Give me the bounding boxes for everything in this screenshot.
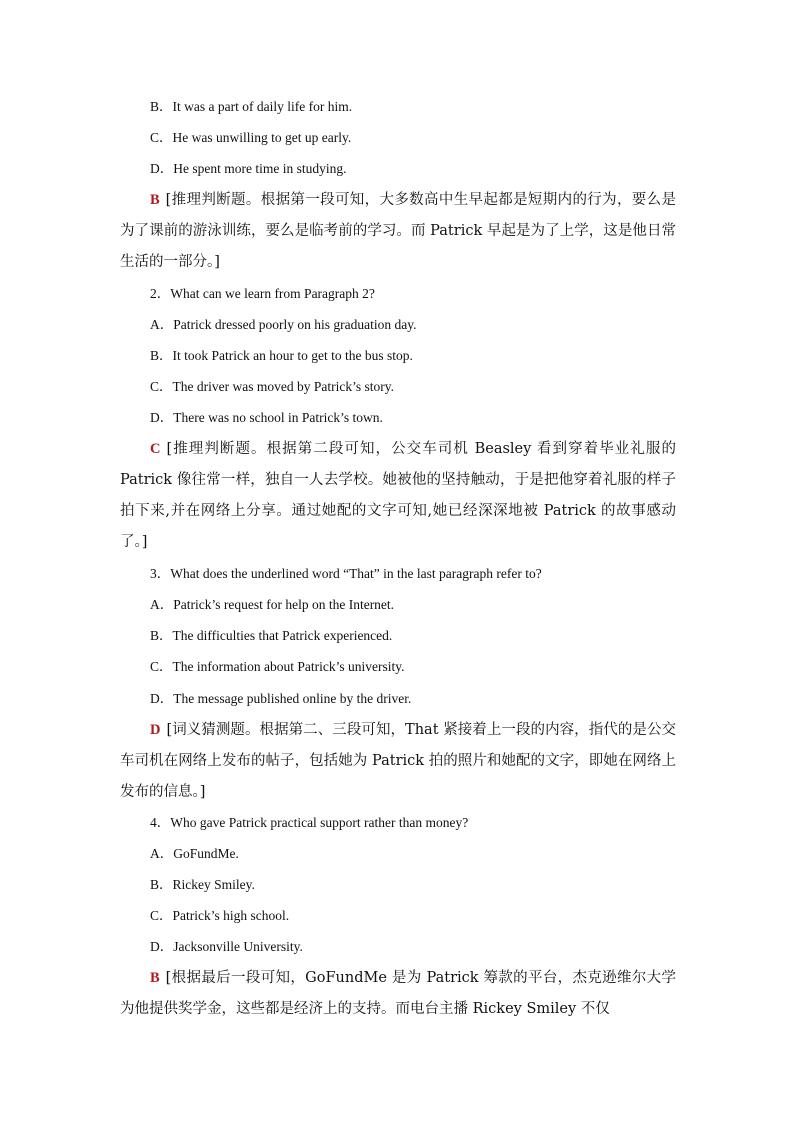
q3-option-b: B．The difficulties that Patrick experienced. [150, 628, 393, 643]
q4-option-d: D．Jacksonville University. [150, 939, 303, 954]
q1-answer: B [150, 192, 160, 208]
q4-option-a: A．GoFundMe. [150, 846, 239, 861]
q3-explanation-text: [词义猜测题。根据第二、三段可知，That 紧接着上一段的内容，指代的是公交车司机在网络上发布的帖子，包括她为 Patrick 拍的照片和她配的文字，即她在网络上发布的信息。] [120, 722, 676, 800]
q2-option-a: A．Patrick dressed poorly on his graduation day. [150, 317, 417, 332]
q2-answer: C [150, 441, 161, 457]
q3-question: 3．What does the underlined word “That” in the last paragraph refer to? [150, 566, 542, 581]
q4-explanation-text: [根据最后一段可知，GoFundMe 是为 Patrick 筹款的平台，杰克逊维尔大学为他提供奖学金，这些都是经济上的支持。而电台主播 Rickey Smiley 不仅 [120, 970, 676, 1017]
q1-explanation-text: [推理判断题。根据第一段可知，大多数高中生早起都是短期内的行为，要么是为了课前的游泳训练，要么是临考前的学习。而 Patrick 早起是为了上学，这是他日常生活的一部分。] [120, 192, 676, 270]
q4-option-b: B．Rickey Smiley. [150, 877, 255, 892]
q2-option-c: C．The driver was moved by Patrick’s story. [150, 379, 394, 394]
q3-option-c: C．The information about Patrick’s university. [150, 659, 405, 674]
q2-explanation-text: [推理判断题。根据第二段可知，公交车司机 Beasley 看到穿着毕业礼服的 Patrick 像往常一样，独自一人去学校。她被他的坚持触动，于是把他穿着礼服的样子拍下来,并在网络上分享。通过她配的文字可知,她已经深深地被 Patrick 的故事感动了。] [120, 441, 676, 550]
q1-option-d: D．He spent more time in studying. [150, 161, 347, 176]
q4-option-c: C．Patrick’s high school. [150, 908, 290, 923]
q3-explanation [120, 715, 676, 808]
q3-option-a: A．Patrick’s request for help on the Internet. [150, 597, 395, 612]
q4-answer: B [150, 970, 160, 986]
q3-option-d: D．The message published online by the driver. [150, 691, 412, 706]
q4-question: 4．Who gave Patrick practical support rather than money? [150, 815, 469, 830]
q2-option-d: D．There was no school in Patrick’s town. [150, 410, 383, 425]
q2-question: 2．What can we learn from Paragraph 2? [150, 286, 375, 301]
q1-option-c: C．He was unwilling to get up early. [150, 130, 352, 145]
q4-explanation [120, 963, 676, 1025]
q3-answer: D [150, 722, 161, 738]
q2-option-b: B．It took Patrick an hour to get to the bus stop. [150, 348, 413, 363]
q1-explanation [120, 185, 676, 278]
q2-explanation [120, 434, 676, 558]
q1-option-b: B．It was a part of daily life for him. [150, 99, 353, 114]
